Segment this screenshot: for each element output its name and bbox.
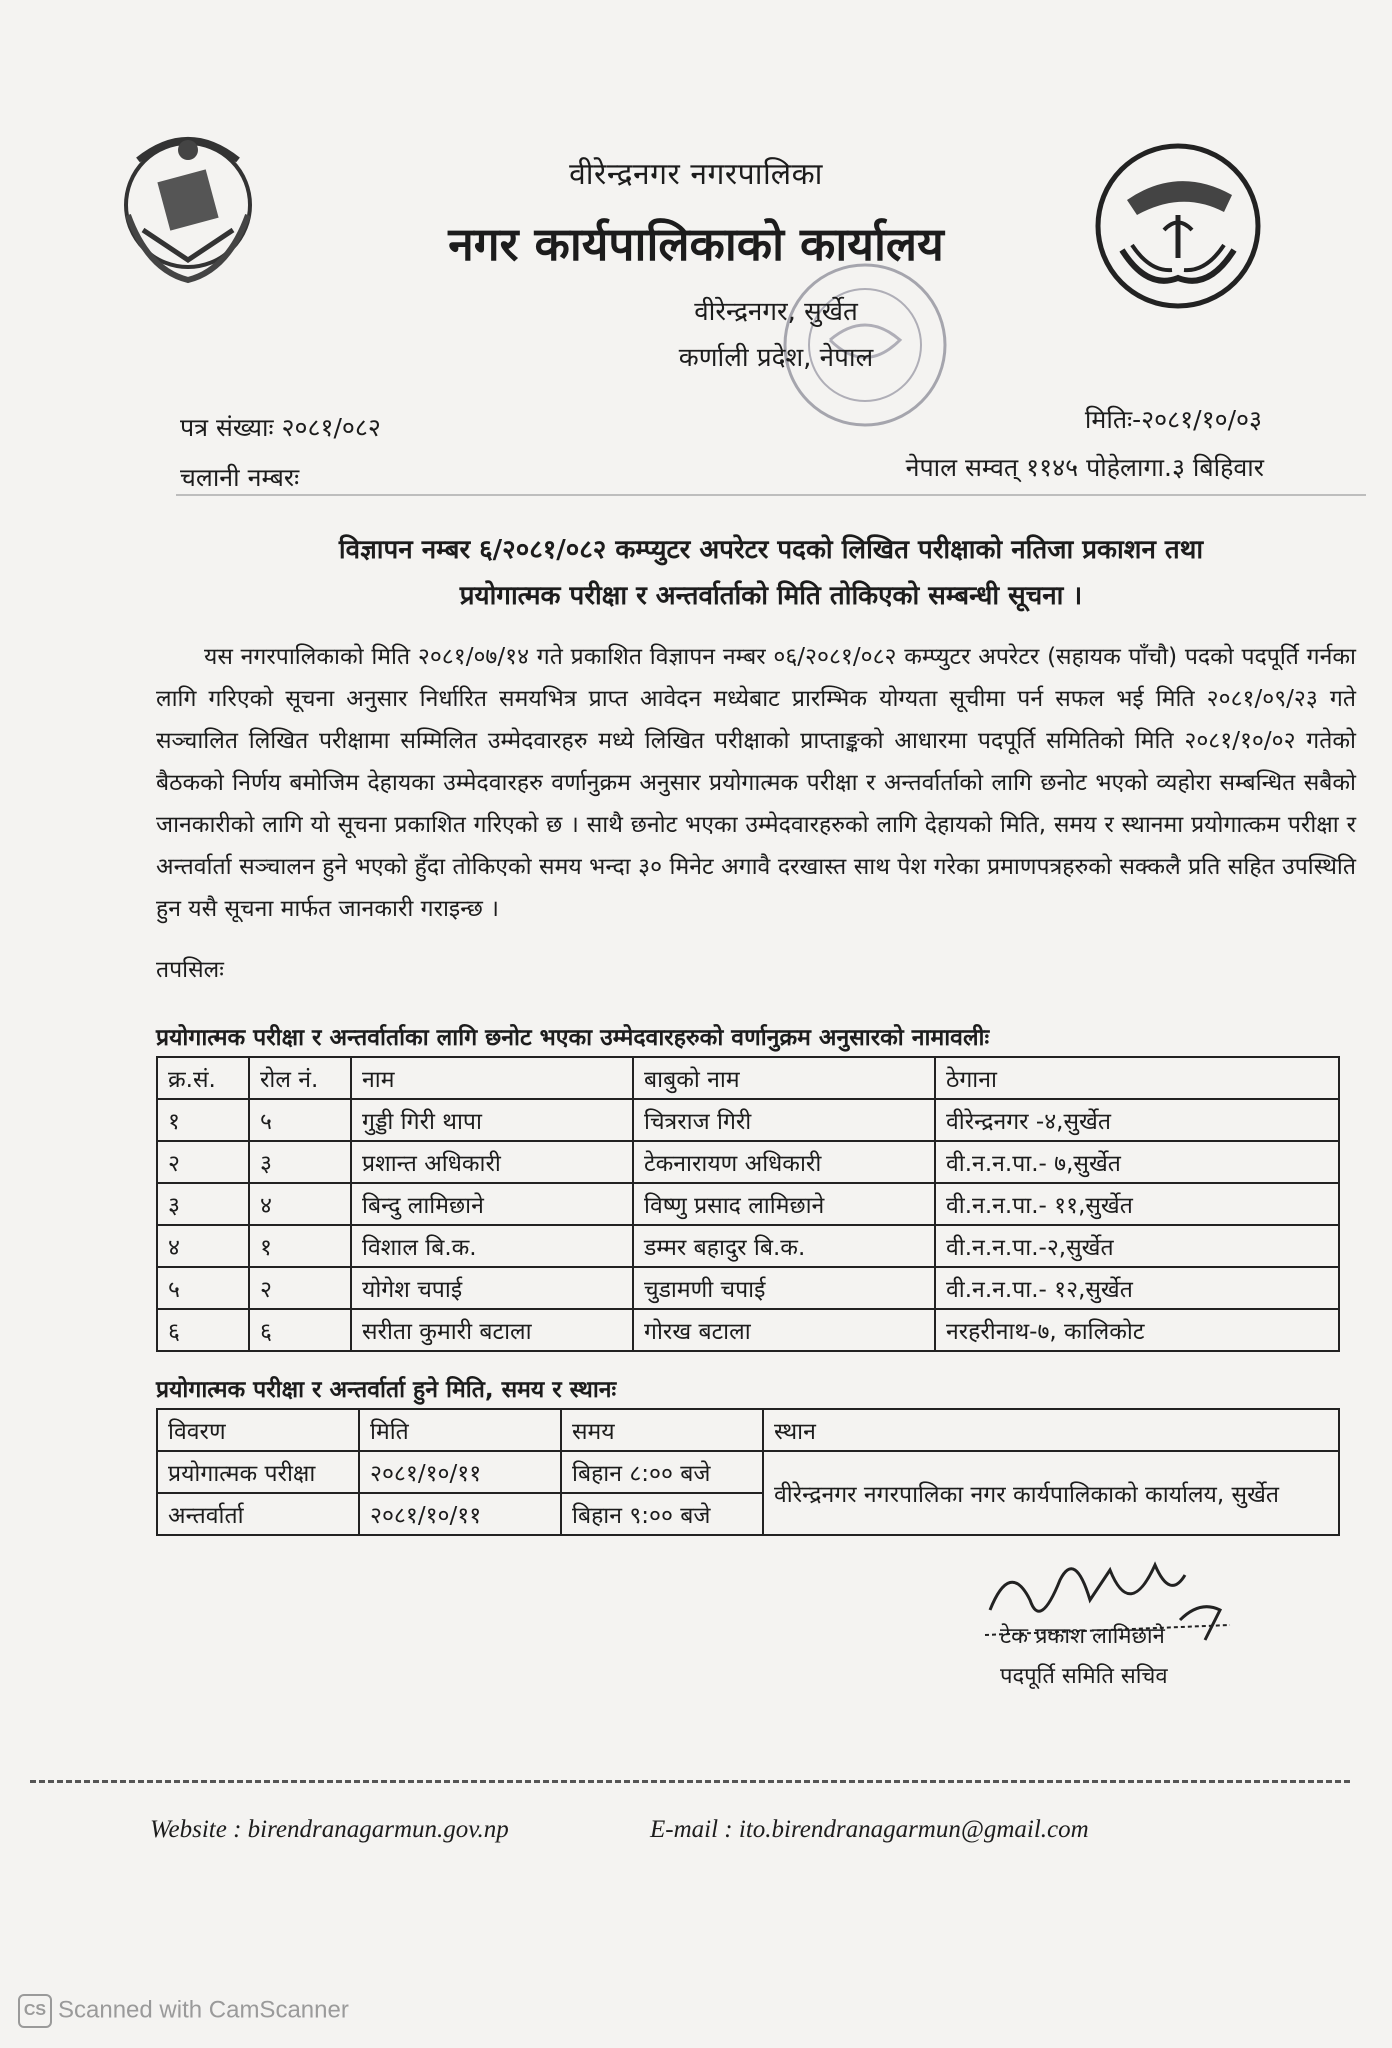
notice-body: यस नगरपालिकाको मिति २०८१/०७/१४ गते प्रकाशित विज्ञापन नम्बर ०६/२०८१/०८२ कम्प्युटर अपरेटर (सहायक पाँचौ) पदको पदपूर्ति गर्नका लागि गरिएको सूचना अनुसार निर्धारित समयभित्र प्राप्त आवेदन मध्येबाट प्रारम्भिक योग्यता सूचीमा पर्न सफल भई मिति २०८१/०९/२३ गते सञ्चालित लिखित परीक्षामा सम्मिलित उम्मेदवारहरु मध्ये लिखित परीक्षाको प्राप्ताङ्कको आधारमा पदपूर्ति समितिको मिति २०८१/१०/०२ गतेको बैठकको निर्णय बमोजिम देहायका उम्मेदवारहरु वर्णानुक्रम अनुसार प्रयोगात्मक परीक्षा र अन्तर्वार्ताको लागि छनोट भएको व्यहोरा सम्बन्धित सबैको जानकारीको लागि यो सूचना प्रकाशित गरिएको छ । साथै छनोट भएका उम्मेदवारहरुको लागि देहायको मिति, समय र स्थानमा प्रयोगात्कम परीक्षा र अन्तर्वार्ता सञ्चालन हुने भएको हुँदा तोकिएको समय भन्दा ३० मिनेट अगावै दरखास्त साथ पेश गरेका प्रमाणपत्रहरुको सक्कलै प्रति सहित उपस्थिति हुन यसै सूचना मार्फत जानकारी गराइन्छ ।: [156, 644, 1356, 922]
cell-address: नरहरीनाथ-७, कालिकोट: [935, 1309, 1339, 1351]
cell-address: वी.न.न.पा.- ११,सुर्खेत: [935, 1183, 1339, 1225]
cell-roll: ४: [249, 1183, 351, 1225]
letter-number: पत्र संख्याः २०८१/०८२: [180, 413, 381, 442]
table-row: [157, 1183, 1339, 1225]
cell-name: विशाल बि.क.: [351, 1225, 633, 1267]
scanner-text: Scanned with CamScanner: [58, 1996, 349, 2024]
cell-serial: ३: [157, 1183, 249, 1225]
cell-address: वीरेन्द्रनगर -४,सुर्खेत: [935, 1099, 1339, 1141]
table-row: [157, 1267, 1339, 1309]
cell-time: बिहान ९:०० बजे: [561, 1493, 763, 1535]
col-time: समय: [561, 1409, 763, 1451]
cell-serial: ६: [157, 1309, 249, 1351]
candidates-caption: प्रयोगात्मक परीक्षा र अन्तर्वार्ताका लागि छनोट भएका उम्मेदवारहरुको वर्णानुक्रम अनुसारको नामावलीः: [156, 1025, 990, 1051]
cell-father-name: टेकनारायण अधिकारी: [633, 1141, 935, 1183]
schedule-caption: प्रयोगात्मक परीक्षा र अन्तर्वार्ता हुने मिति, समय र स्थानः: [156, 1377, 617, 1403]
cell-description: प्रयोगात्मक परीक्षा: [157, 1451, 359, 1493]
table-row: [157, 1225, 1339, 1267]
table-header-row: [157, 1057, 1339, 1099]
cell-name: गुड्डी गिरी थापा: [351, 1099, 633, 1141]
footer-divider: [30, 1780, 1350, 1783]
col-roll: रोल नं.: [249, 1057, 351, 1099]
table-row: [157, 1309, 1339, 1351]
cell-address: वी.न.न.पा.- ७,सुर्खेत: [935, 1141, 1339, 1183]
subject-line-1: विज्ञापन नम्बर ६/२०८१/०८२ कम्प्युटर अपरेटर पदको लिखित परीक्षाको नतिजा प्रकाशन तथा: [338, 535, 1204, 565]
candidates-table: [156, 1056, 1340, 1352]
nepal-sambat-date: नेपाल सम्वत् ११४५ पोहेलागा.३ बिहिवार: [905, 453, 1264, 482]
cell-roll: १: [249, 1225, 351, 1267]
cell-serial: ५: [157, 1267, 249, 1309]
col-date: मिति: [359, 1409, 561, 1451]
cell-name: बिन्दु लामिछाने: [351, 1183, 633, 1225]
col-name: नाम: [351, 1057, 633, 1099]
cell-serial: २: [157, 1141, 249, 1183]
camscanner-icon: CS: [18, 1994, 52, 2028]
table-header-row: [157, 1409, 1339, 1451]
office-city: वीरेन्द्रनगर, सुर्खेत: [694, 297, 858, 327]
notice-date: मितिः-२०८१/१०/०३: [1084, 405, 1262, 434]
cell-father-name: विष्णु प्रसाद लामिछाने: [633, 1183, 935, 1225]
cell-serial: १: [157, 1099, 249, 1141]
cell-date: २०८१/१०/११: [359, 1493, 561, 1535]
table-row: [157, 1141, 1339, 1183]
col-father-name: बाबुको नाम: [633, 1057, 935, 1099]
office-title: नगर कार्यपालिकाको कार्यालय: [448, 217, 944, 271]
municipality-name: वीरेन्द्रनगर नगरपालिका: [569, 157, 823, 192]
cell-address: वी.न.न.पा.-२,सुर्खेत: [935, 1225, 1339, 1267]
cell-roll: २: [249, 1267, 351, 1309]
cell-name: सरीता कुमारी बटाला: [351, 1309, 633, 1351]
col-address: ठेगाना: [935, 1057, 1339, 1099]
scanner-watermark: [18, 1994, 349, 2028]
header-divider: [176, 494, 1366, 496]
cell-address: वी.न.न.पा.- १२,सुर्खेत: [935, 1267, 1339, 1309]
cell-name: योगेश चपाई: [351, 1267, 633, 1309]
col-serial: क्र.सं.: [157, 1057, 249, 1099]
schedule-table: [156, 1408, 1340, 1536]
col-place: स्थान: [763, 1409, 1339, 1451]
table-row: [157, 1451, 1339, 1493]
footer-email: E-mail : ito.birendranagarmun@gmail.com: [650, 1816, 1089, 1843]
cell-roll: ६: [249, 1309, 351, 1351]
col-description: विवरण: [157, 1409, 359, 1451]
cell-father-name: चित्रराज गिरी: [633, 1099, 935, 1141]
details-label: तपसिलः: [156, 957, 224, 983]
cell-roll: ३: [249, 1141, 351, 1183]
cell-place: वीरेन्द्रनगर नगरपालिका नगर कार्यपालिकाको कार्यालय, सुर्खेत: [763, 1451, 1339, 1535]
table-row: [157, 1099, 1339, 1141]
footer-website: Website : birendranagarmun.gov.np: [150, 1816, 509, 1843]
signatory-title: पदपूर्ति समिति सचिव: [1000, 1664, 1168, 1689]
cell-date: २०८१/१०/११: [359, 1451, 561, 1493]
cell-roll: ५: [249, 1099, 351, 1141]
cell-name: प्रशान्त अधिकारी: [351, 1141, 633, 1183]
cell-father-name: गोरख बटाला: [633, 1309, 935, 1351]
cell-father-name: चुडामणी चपाई: [633, 1267, 935, 1309]
cell-serial: ४: [157, 1225, 249, 1267]
signatory-name: टेक प्रकाश लामिछाने: [1000, 1624, 1165, 1649]
cell-father-name: डम्मर बहादुर बि.क.: [633, 1225, 935, 1267]
office-state: कर्णाली प्रदेश, नेपाल: [678, 343, 874, 373]
subject-line-2: प्रयोगात्मक परीक्षा र अन्तर्वार्ताको मिति तोकिएको सम्बन्धी सूचना ।: [459, 581, 1083, 611]
cell-description: अन्तर्वार्ता: [157, 1493, 359, 1535]
cell-time: बिहान ८:०० बजे: [561, 1451, 763, 1493]
dispatch-number: चलानी नम्बरः: [180, 463, 300, 492]
